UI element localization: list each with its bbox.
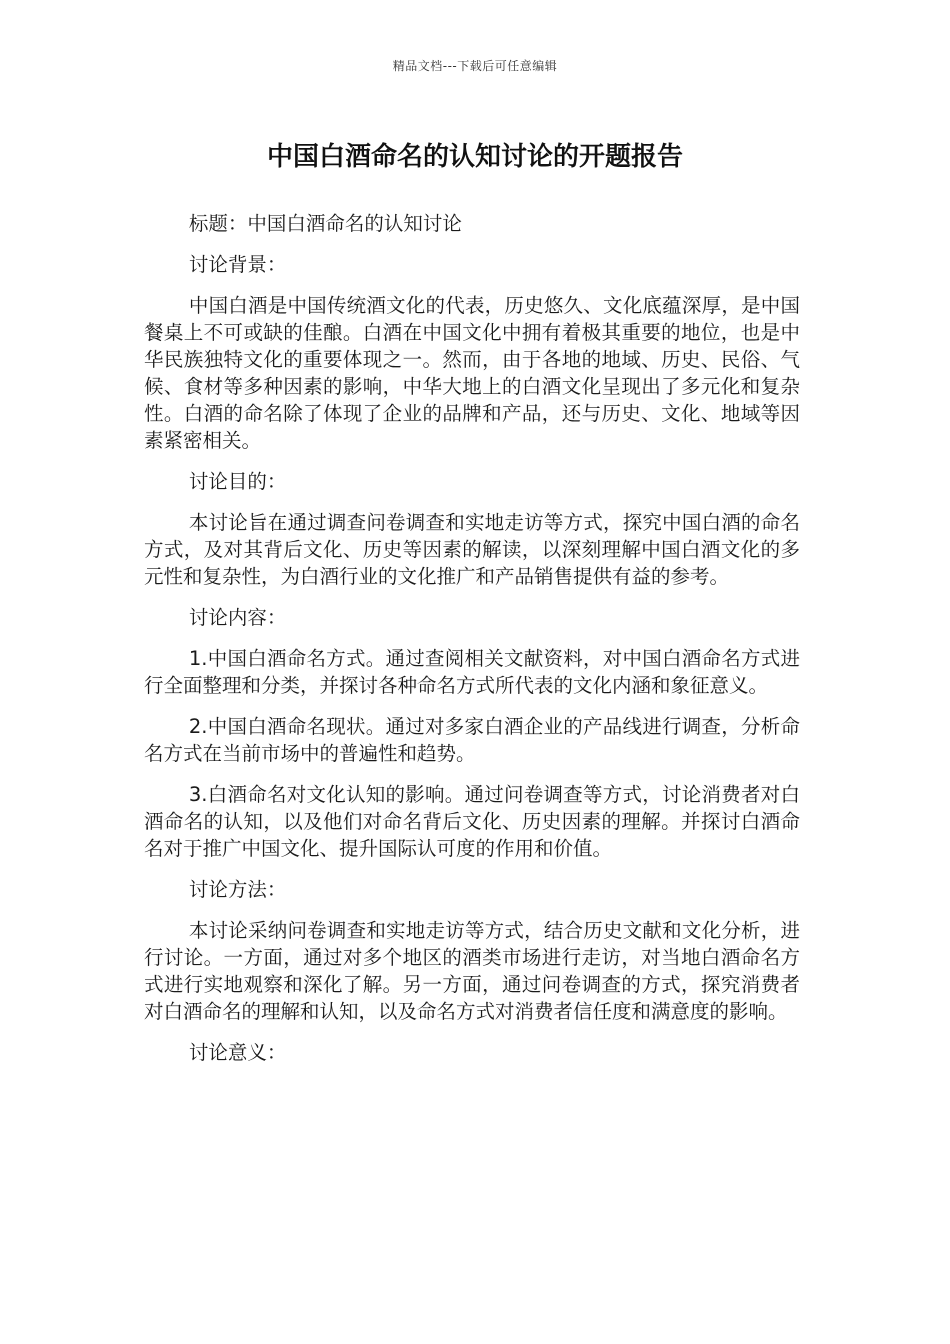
- content-item-1: 1.中国白酒命名方式。通过查阅相关文献资料，对中国白酒命名方式进行全面整理和分类，并探讨各种命名方式所代表的文化内涵和象征意义。: [144, 647, 800, 697]
- section-heading-purpose: 讨论目的：: [188, 470, 287, 493]
- background-paragraph: 中国白酒是中国传统酒文化的代表，历史悠久、文化底蕴深厚，是中国餐桌上不可或缺的佳酿。白酒在中国文化中拥有着极其重要的地位，也是中华民族独特文化的重要体现之一。然而，由于各地的地域、历史、民俗、气候、食材等多种因素的影响，中华大地上的白酒文化呈现出了多元化和复杂性。白酒的命名除了体现了企业的品牌和产品，还与历史、文化、地域等因素紧密相关。: [144, 294, 800, 452]
- content-item-3: 3.白酒命名对文化认知的影响。通过问卷调查等方式，讨论消费者对白酒命名的认知，以及他们对命名背后文化、历史因素的理解。并探讨白酒命名对于推广中国文化、提升国际认可度的作用和价值。: [144, 783, 800, 860]
- purpose-paragraph: 本讨论旨在通过调查问卷调查和实地走访等方式，探究中国白酒的命名方式，及对其背后文化、历史等因素的解读，以深刻理解中国白酒文化的多元性和复杂性，为白酒行业的文化推广和产品销售提供有益的参考。: [144, 511, 800, 588]
- method-paragraph: 本讨论采纳问卷调查和实地走访等方式，结合历史文献和文化分析，进行讨论。一方面，通过对多个地区的酒类市场进行走访，对当地白酒命名方式进行实地观察和深化了解。另一方面，通过问卷调查的方式，探究消费者对白酒命名的理解和认知，以及命名方式对消费者信任度和满意度的影响。: [144, 919, 800, 1023]
- section-heading-significance: 讨论意义：: [188, 1041, 287, 1064]
- section-heading-background: 讨论背景：: [188, 253, 287, 276]
- title-line: 标题：中国白酒命名的认知讨论: [188, 212, 462, 235]
- section-heading-method: 讨论方法：: [188, 878, 287, 901]
- document-title: 中国白酒命名的认知讨论的开题报告: [266, 142, 683, 172]
- content-item-2: 2.中国白酒命名现状。通过对多家白酒企业的产品线进行调查，分析命名方式在当前市场中的普遍性和趋势。: [144, 715, 800, 765]
- document-body: [144, 210, 800, 1080]
- section-heading-content: 讨论内容：: [188, 606, 287, 629]
- header-note: 精品文档---下载后可任意编辑: [392, 59, 558, 73]
